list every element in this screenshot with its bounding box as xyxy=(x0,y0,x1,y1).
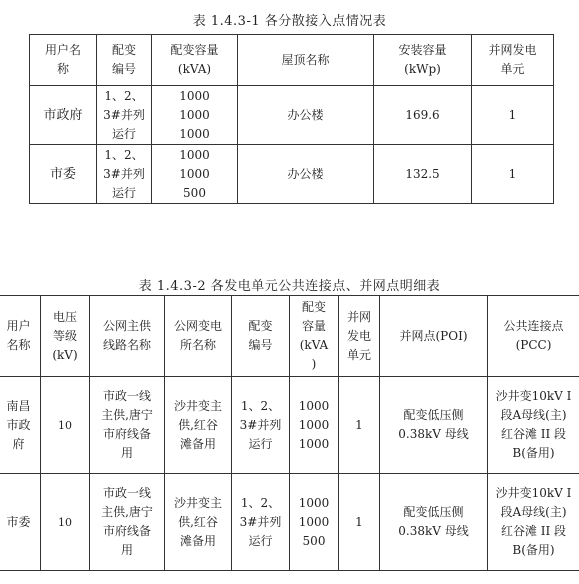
t2-row0-transformer-no: 1、2、 3#并列 运行 xyxy=(232,377,290,474)
t2-row0-line: 市政一线 主供,唐宁 市府线备 用 xyxy=(90,377,165,474)
t2-header-poi: 并网点(POI) xyxy=(380,296,488,377)
table-row xyxy=(30,86,554,145)
t1-header-user-name: 用户名 称 xyxy=(30,35,97,86)
t2-header-pcc: 公共连接点 (PCC) xyxy=(488,296,579,377)
table2-header-row xyxy=(0,296,579,377)
t2-header-line-name: 公网主供 线路名称 xyxy=(90,296,165,377)
t1-header-installed-capacity: 安装容量 (kWp) xyxy=(374,35,472,86)
t2-row1-voltage: 10 xyxy=(41,474,90,571)
t2-header-grid-units: 并网 发电 单元 xyxy=(339,296,380,377)
t2-row0-voltage: 10 xyxy=(41,377,90,474)
t1-row0-units: 1 xyxy=(472,86,554,145)
t2-row1-poi: 配变低压侧 0.38kV 母线 xyxy=(380,474,488,571)
t2-row0-pcc: 沙井变10kV I 段A母线(主) 红谷滩 II 段 B(备用) xyxy=(488,377,579,474)
t1-row1-units: 1 xyxy=(472,145,554,204)
t2-header-substation: 公网变电 所名称 xyxy=(165,296,232,377)
t2-row1-capacity: 1000 1000 500 xyxy=(290,474,339,571)
table2-caption: 表 1.4.3-2 各发电单元公共连接点、并网点明细表 xyxy=(138,279,441,294)
t2-row0-poi: 配变低压侧 0.38kV 母线 xyxy=(380,377,488,474)
t1-header-grid-units: 并网发电 单元 xyxy=(472,35,554,86)
t2-row1-transformer-no: 1、2、 3#并列 运行 xyxy=(232,474,290,571)
t1-row0-name: 市政府 xyxy=(30,86,97,145)
table-row xyxy=(0,377,579,474)
t2-row1-line: 市政一线 主供,唐宁 市府线备 用 xyxy=(90,474,165,571)
t1-row0-installed: 169.6 xyxy=(374,86,472,145)
t2-row1-substation: 沙井变主 供,红谷 滩备用 xyxy=(165,474,232,571)
table-row xyxy=(30,145,554,204)
t2-header-user-name: 用户 名称 xyxy=(0,296,41,377)
t1-row1-roof: 办公楼 xyxy=(238,145,374,204)
table1-header-row xyxy=(30,35,554,86)
connection-points-detail-table xyxy=(0,295,579,571)
t1-row1-name: 市委 xyxy=(30,145,97,204)
t1-row1-installed: 132.5 xyxy=(374,145,472,204)
t1-row1-capacity: 1000 1000 500 xyxy=(152,145,238,204)
table-row xyxy=(0,474,579,571)
t2-row1-units: 1 xyxy=(339,474,380,571)
distributed-access-points-table xyxy=(29,34,554,204)
t1-row0-roof: 办公楼 xyxy=(238,86,374,145)
table1-caption: 表 1.4.3-1 各分散接入点情况表 xyxy=(192,14,387,29)
t1-row0-capacity: 1000 1000 1000 xyxy=(152,86,238,145)
t1-header-roof-name: 屋顶名称 xyxy=(238,35,374,86)
t1-row1-transformer-no: 1、2、 3#并列 运行 xyxy=(97,145,152,204)
t2-row0-capacity: 1000 1000 1000 xyxy=(290,377,339,474)
t1-row0-transformer-no: 1、2、 3#并列 运行 xyxy=(97,86,152,145)
t2-header-voltage: 电压 等级 (kV) xyxy=(41,296,90,377)
t2-row0-name: 南昌 市政 府 xyxy=(0,377,41,474)
t2-header-transformer-capacity: 配变 容量 (kVA ) xyxy=(290,296,339,377)
t2-row0-units: 1 xyxy=(339,377,380,474)
t2-row0-substation: 沙井变主 供,红谷 滩备用 xyxy=(165,377,232,474)
t1-header-transformer-no: 配变 编号 xyxy=(97,35,152,86)
t2-row1-name: 市委 xyxy=(0,474,41,571)
t1-header-transformer-capacity: 配变容量 (kVA) xyxy=(152,35,238,86)
t2-row1-pcc: 沙井变10kV I 段A母线(主) 红谷滩 II 段 B(备用) xyxy=(488,474,579,571)
t2-header-transformer-no: 配变 编号 xyxy=(232,296,290,377)
